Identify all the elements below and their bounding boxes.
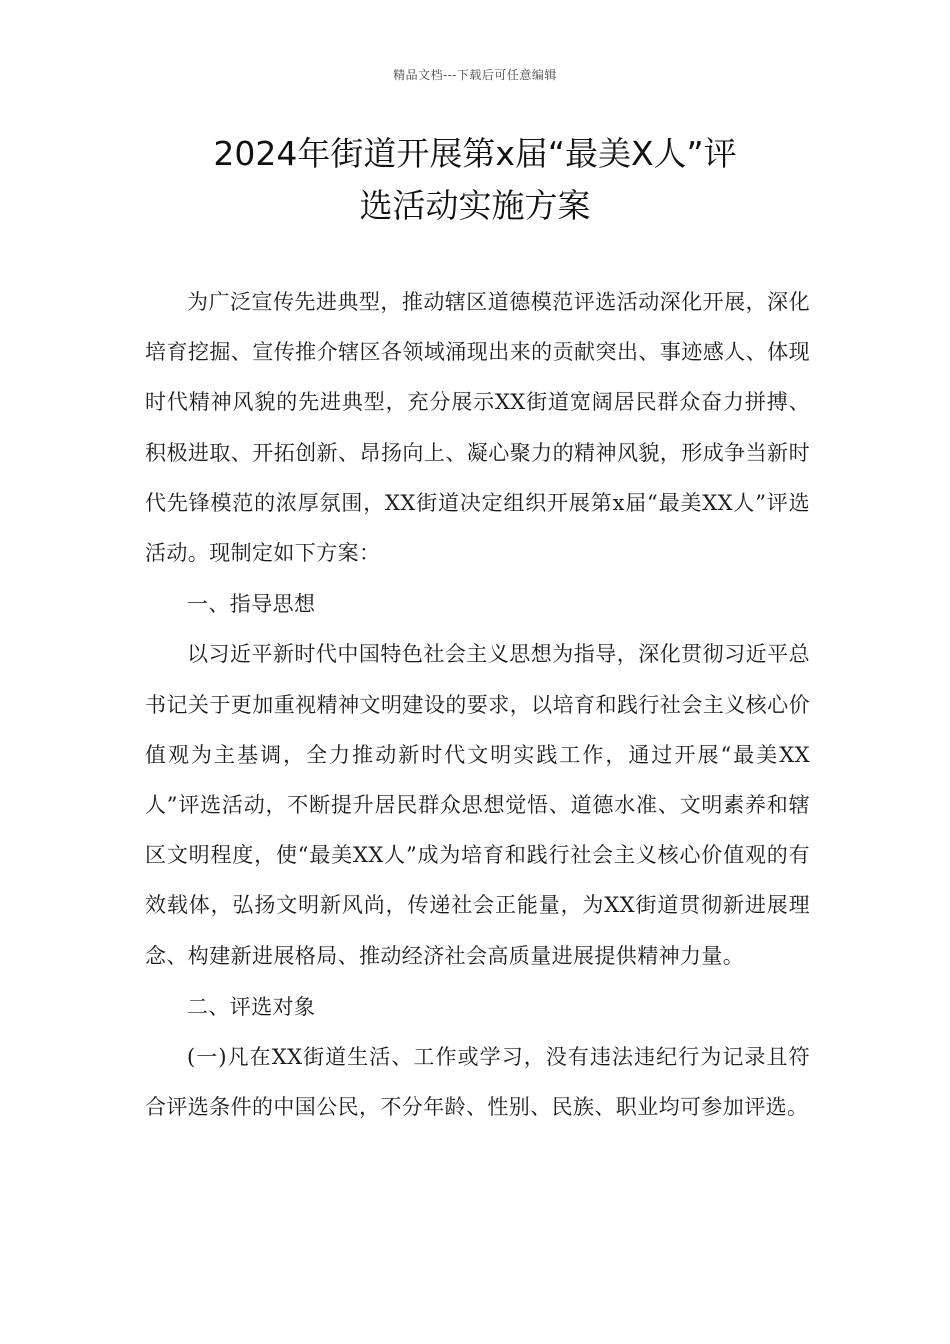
document-title [130,128,820,232]
title-line-1: 2024年街道开展第x届“最美X人”评 [213,134,737,173]
title-line-2: 选活动实施方案 [359,186,591,225]
intro-paragraph: 为广泛宣传先进典型，推动辖区道德模范评选活动深化开展，深化培育挖掘、宣传推介辖区各领域涌现出来的贡献突出、事迹感人、体现时代精神风貌的先进典型，充分展示XX街道宽阔居民群众奋力拼搏、积极进取、开拓创新、昂扬向上、凝心聚力的精神风貌，形成争当新时代先锋模范的浓厚氛围，XX街道决定组织开展第x届“最美XX人”评选活动。现制定如下方案： [145,290,810,566]
header-note: 精品文档---下载后可任意编辑 [393,68,557,82]
section-heading-selection-targets: 二、评选对象 [187,994,316,1019]
guiding-ideology-paragraph: 以习近平新时代中国特色社会主义思想为指导，深化贯彻习近平总书记关于更加重视精神文明建设的要求，以培育和践行社会主义核心价值观为主基调，全力推动新时代文明实践工作，通过开展“最美XX人”评选活动，不断提升居民群众思想觉悟、道德水准、文明素养和辖区文明程度，使“最美XX人”成为培育和践行社会主义核心价值观的有效载体，弘扬文明新风尚，传递社会正能量，为XX街道贯彻新进展理念、构建新进展格局、推动经济社会高质量进展提供精神力量。 [145,642,810,968]
section-heading-guiding-ideology: 一、指导思想 [187,592,316,617]
document-body [145,277,810,1132]
selection-targets-item-1: (一)凡在XX街道生活、工作或学习，没有违法违纪行为记录且符合评选条件的中国公民，不分年龄、性别、民族、职业均可参加评选。 [145,1045,810,1120]
